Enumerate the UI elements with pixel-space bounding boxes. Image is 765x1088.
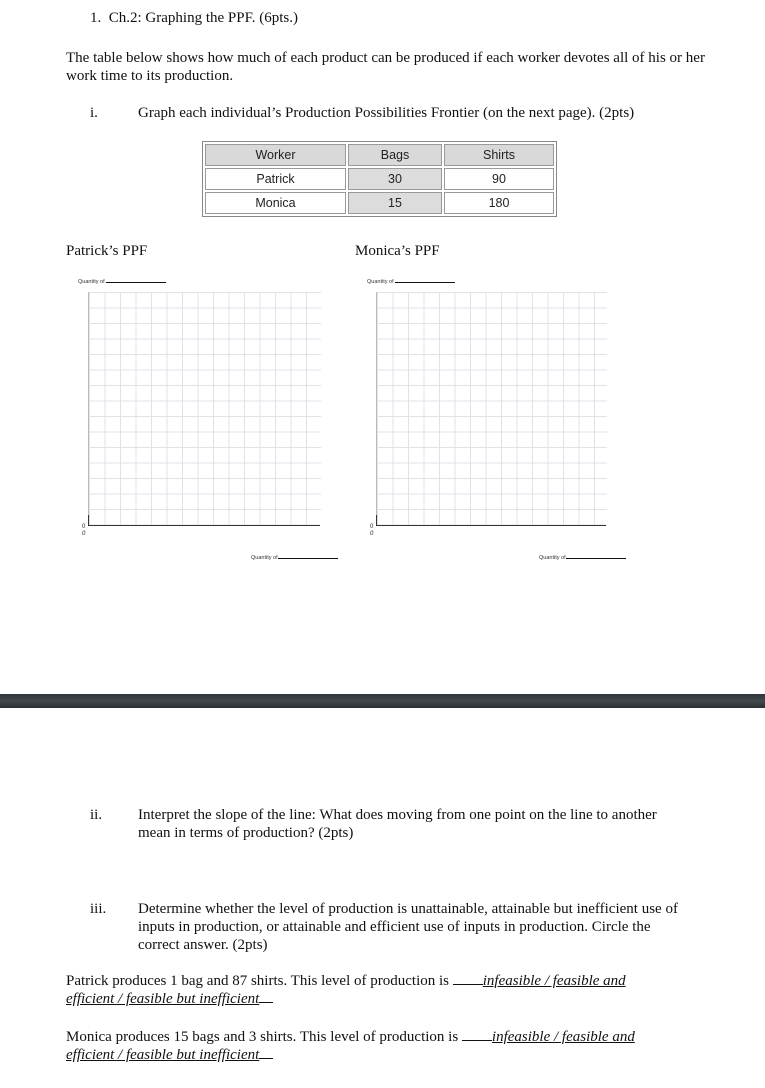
- monica-trailing-blank: [259, 1058, 273, 1059]
- patrick-y-blank: [106, 282, 166, 283]
- patrick-answer: [66, 972, 726, 1008]
- monica-answer: [66, 1028, 746, 1064]
- monica-choice-line2[interactable]: efficient / feasible but inefficient: [66, 1047, 260, 1063]
- patrick-x-label-text: Quantity of: [251, 555, 278, 561]
- table-cell-worker: Monica: [205, 192, 346, 214]
- monica-y-blank: [395, 282, 455, 283]
- part-iii-number: iii.: [90, 901, 107, 917]
- monica-y-axis-stub: [376, 515, 377, 526]
- table-cell-worker: Patrick: [205, 168, 346, 190]
- question-number: 1.: [90, 10, 102, 26]
- part-ii-text: Interpret the slope of the line: What does moving from one point on the line to another mean in terms of production? (2pts): [138, 807, 657, 841]
- table-cell-bags: 30: [348, 168, 442, 190]
- monica-y-axis-label: [367, 279, 455, 285]
- part-iii-text: Determine whether the level of production is unattainable, attainable but inefficient use of inputs in production, or attainable and efficient use of inputs in production. Circle the correct answer. (2pts): [138, 901, 678, 953]
- table-cell-shirts: 90: [444, 168, 554, 190]
- table-header-bags: Bags: [348, 144, 442, 166]
- patrick-origin-mark: 0: [82, 531, 86, 537]
- monica-ppf-title: Monica’s PPF: [355, 243, 440, 259]
- monica-x-axis: [376, 525, 606, 526]
- patrick-origin-label: 0: [82, 524, 86, 530]
- monica-y-label-text: Quantity of: [367, 279, 394, 285]
- table-cell-shirts: 180: [444, 192, 554, 214]
- patrick-y-axis-label: [78, 279, 166, 285]
- part-i-number: i.: [90, 105, 98, 121]
- monica-choice-line1[interactable]: infeasible / feasible and: [491, 1029, 635, 1045]
- patrick-ppf-title: Patrick’s PPF: [66, 243, 148, 259]
- monica-x-axis-label: [539, 555, 626, 561]
- table-header-row: [205, 144, 554, 166]
- patrick-blank: [453, 984, 483, 985]
- monica-origin-mark: 0: [370, 531, 374, 537]
- monica-x-label-text: Quantity of: [539, 555, 566, 561]
- patrick-x-blank: [278, 558, 338, 559]
- monica-origin-label: 0: [370, 524, 374, 530]
- patrick-answer-line2: [66, 990, 726, 1008]
- question-title: [90, 10, 298, 27]
- patrick-y-label-text: Quantity of: [78, 279, 105, 285]
- patrick-y-axis-stub: [88, 515, 89, 526]
- table-header-worker: Worker: [205, 144, 346, 166]
- patrick-statement: Patrick produces 1 bag and 87 shirts. This level of production is: [66, 973, 449, 989]
- production-table: [202, 141, 557, 217]
- patrick-x-axis: [88, 525, 320, 526]
- part-ii-number: ii.: [90, 807, 103, 823]
- question-intro: The table below shows how much of each product can be produced if each worker devotes all of his or her work time to its production.: [66, 50, 705, 84]
- table-cell-bags: 15: [348, 192, 442, 214]
- monica-x-blank: [566, 558, 626, 559]
- patrick-ppf-grid[interactable]: [88, 292, 321, 525]
- table-row: [205, 168, 554, 190]
- table-row: [205, 192, 554, 214]
- monica-answer-line1: [66, 1028, 746, 1046]
- monica-statement: Monica produces 15 bags and 3 shirts. This level of production is: [66, 1029, 459, 1045]
- table-header-shirts: Shirts: [444, 144, 554, 166]
- monica-answer-line2: [66, 1046, 746, 1064]
- question-title-text: Ch.2: Graphing the PPF. (6pts.): [108, 10, 298, 26]
- monica-ppf-grid[interactable]: [376, 292, 607, 525]
- patrick-trailing-blank: [259, 1002, 273, 1003]
- part-i-text: Graph each individual’s Production Possibilities Frontier (on the next page). (2pts): [138, 105, 635, 121]
- patrick-choice-line1[interactable]: infeasible / feasible and: [482, 973, 626, 989]
- patrick-x-axis-label: [251, 555, 338, 561]
- monica-blank: [462, 1040, 492, 1041]
- patrick-answer-line1: [66, 972, 726, 990]
- page-divider: [0, 694, 765, 708]
- patrick-choice-line2[interactable]: efficient / feasible but inefficient: [66, 991, 260, 1007]
